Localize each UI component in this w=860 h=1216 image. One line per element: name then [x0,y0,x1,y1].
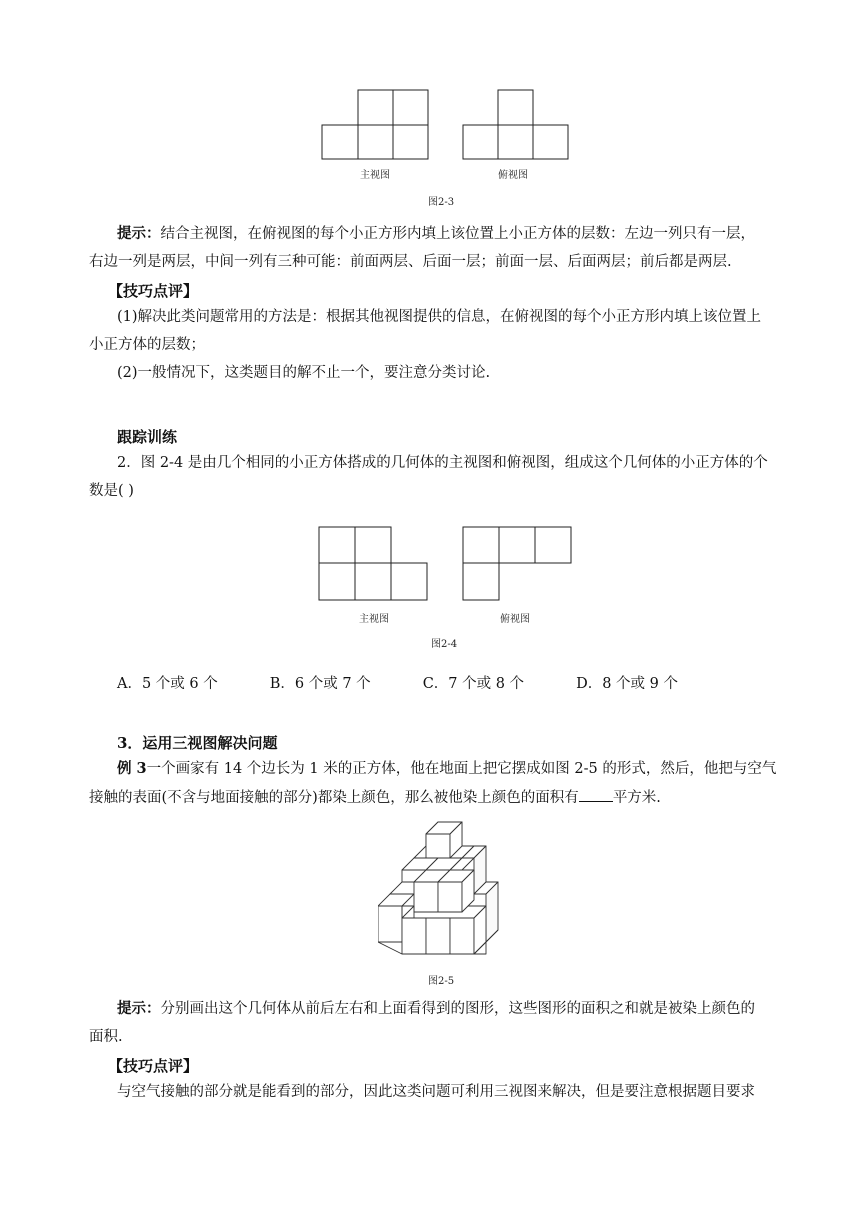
tips-point-1-cont: 小正方体的层数； [89,337,205,353]
hint-paragraph: 提示：结合主视图，在俯视图的每个小正方形内填上该位置上小正方体的层数：左边一列只有一层， [117,225,755,242]
figure-caption: 图2-4 [431,639,458,650]
hint-paragraph: 提示：分别画出这个几何体从前后左右和上面看得到的图形，这些图形的面积之和就是被染上颜色的 [117,1000,755,1017]
figure-2-4 [312,522,582,607]
top-view-label: 俯视图 [498,170,528,181]
figure-caption: 图2-5 [428,976,455,987]
top-view-2-4 [463,527,571,600]
training-heading: 跟踪训练 [117,428,178,446]
option-b: B．6 个或 7 个 [269,676,371,692]
tips-heading: 【技巧点评】 [108,1057,199,1075]
example-label: 例 3 [117,760,147,777]
top-view-label: 俯视图 [500,614,530,625]
hint-label: 提示： [117,1000,161,1017]
figure-2-3 [315,85,575,185]
front-view-2-4 [319,527,427,600]
option-a: A．5 个或 6 个 [117,676,218,692]
hint-label: 提示： [117,225,161,242]
front-view-2-3 [322,90,428,159]
answer-options [117,674,678,694]
option-c: C．7 个或 8 个 [422,676,525,692]
tips-heading: 【技巧点评】 [108,282,199,300]
figure-caption: 图2-3 [428,197,455,208]
option-d: D．8 个或 9 个 [576,676,678,692]
tips-point-2: (2)一般情况下，这类题目的解不止一个，要注意分类讨论. [117,365,491,381]
hint-line-2: 面积. [89,1029,123,1045]
question-2-cont: 数是( ) [89,483,134,499]
section-heading: 3．运用三视图解决问题 [117,734,278,752]
top-view-2-3 [463,90,568,159]
answer-blank [579,787,613,802]
example-3-cont: 接触的表面(不含与地面接触的部分)都染上颜色，那么被他染上颜色的面积有 平方米. [89,787,661,808]
hint-line-2: 右边一列是两层，中间一列有三种可能：前面两层、后面一层；前面一层、后面两层；前后都是两层. [89,254,732,270]
question-2: 2．图 2-4 是由几个相同的小正方体搭成的几何体的主视图和俯视图，组成这个几何体的小正方体的个 [117,455,768,471]
front-view-label: 主视图 [360,170,390,181]
tips-point-1: (1)解决此类问题常用的方法是：根据其他视图提供的信息，在俯视图的每个小正方形内填上该位置上 [117,309,762,325]
tips-line: 与空气接触的部分就是能看到的部分，因此这类问题可利用三视图来解决，但是要注意根据题目要求 [117,1084,755,1100]
example-3: 例 3一个画家有 14 个边长为 1 米的正方体，他在地面上把它摆成如图 2-5 的形式，然后，他把与空气 [117,760,777,777]
front-view-label: 主视图 [359,614,389,625]
figure-2-5 [378,812,510,972]
